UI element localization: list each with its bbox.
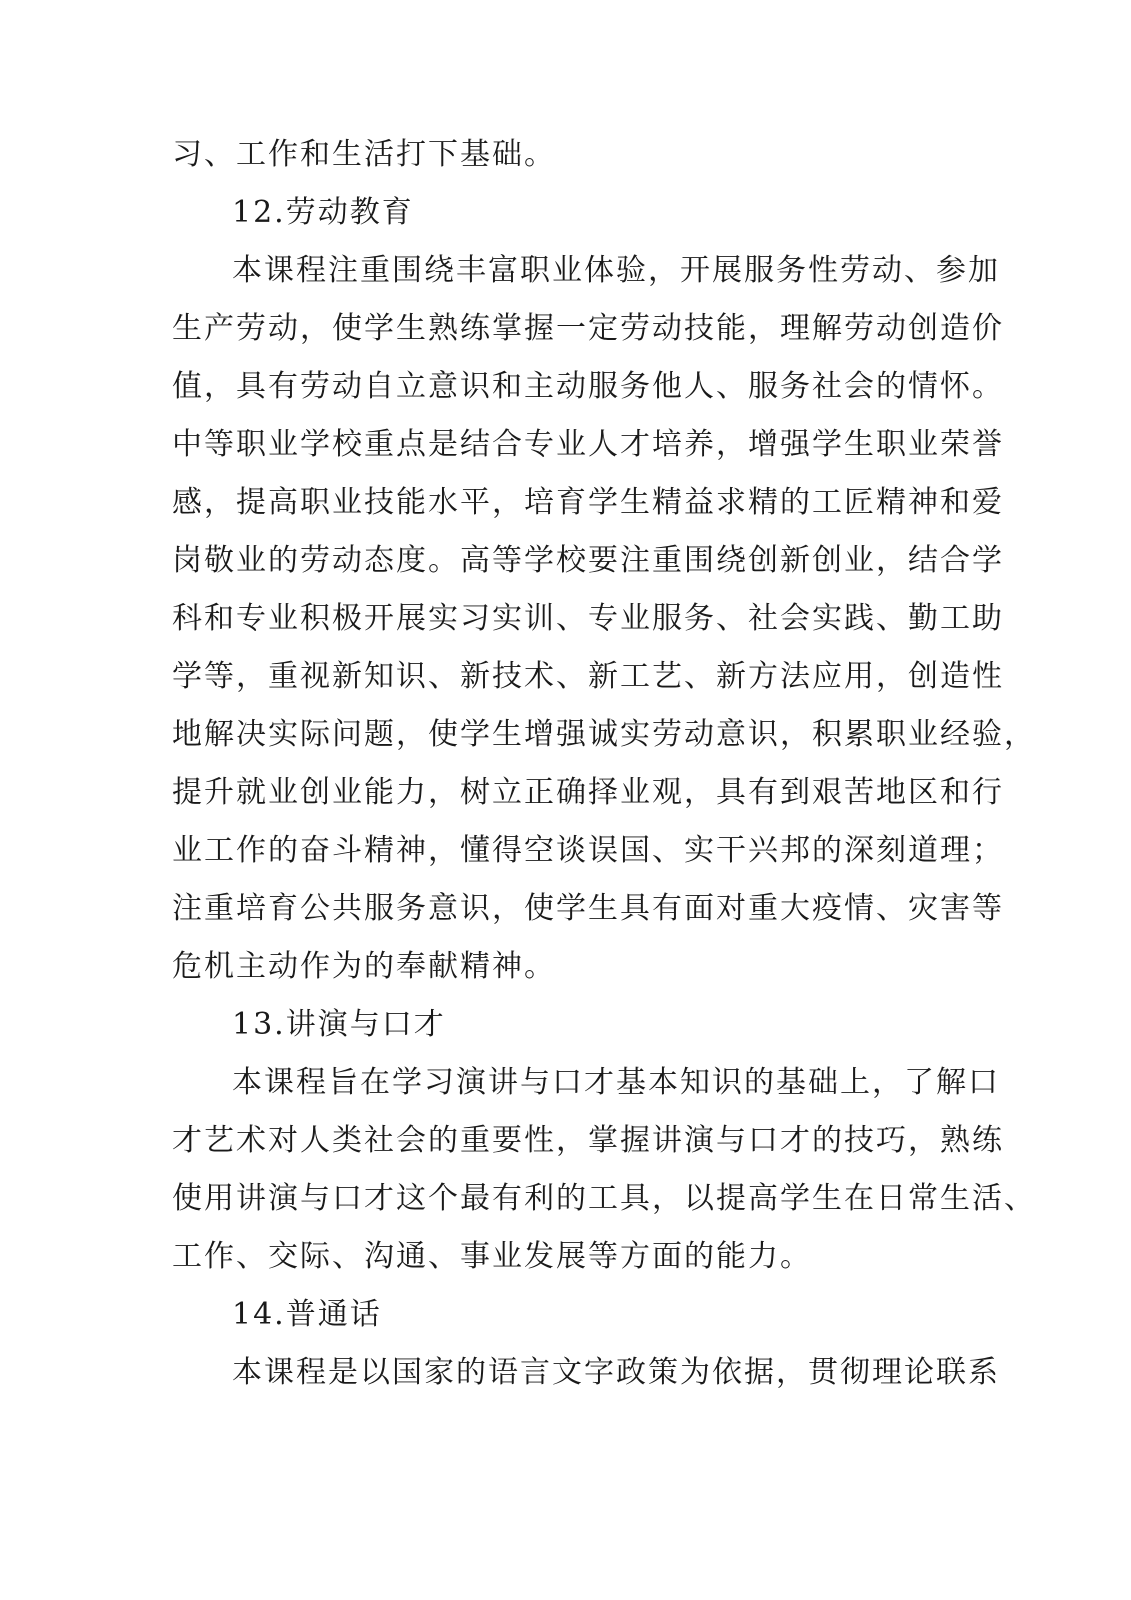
- section-heading-speech-and-eloquence: 13.讲演与口才: [232, 1007, 446, 1042]
- text-line: 科和专业积极开展实习实训、专业服务、社会实践、勤工助: [172, 601, 1004, 636]
- text-line: 危机主动作为的奉献精神。: [172, 949, 556, 984]
- text-line: 中等职业学校重点是结合专业人才培养，增强学生职业荣誉: [172, 427, 1004, 462]
- text-line: 业工作的奋斗精神，懂得空谈误国、实干兴邦的深刻道理；: [172, 833, 1004, 868]
- text-line: 学等，重视新知识、新技术、新工艺、新方法应用，创造性: [172, 659, 1004, 694]
- text-line: 感，提高职业技能水平，培育学生精益求精的工匠精神和爱: [172, 485, 1004, 520]
- text-line: 地解决实际问题，使学生增强诚实劳动意识，积累职业经验，: [172, 717, 1036, 752]
- text-line: 注重培育公共服务意识，使学生具有面对重大疫情、灾害等: [172, 891, 1004, 926]
- text-line: 才艺术对人类社会的重要性，掌握讲演与口才的技巧，熟练: [172, 1123, 1004, 1158]
- text-line: 岗敬业的劳动态度。高等学校要注重围绕创新创业，结合学: [172, 543, 1004, 578]
- text-line: 使用讲演与口才这个最有利的工具，以提高学生在日常生活、: [172, 1181, 1036, 1216]
- text-line: 本课程注重围绕丰富职业体验，开展服务性劳动、参加: [232, 253, 1000, 288]
- body-text: [172, 126, 1036, 1402]
- section-heading-mandarin: 14.普通话: [232, 1297, 382, 1332]
- text-line: 工作、交际、沟通、事业发展等方面的能力。: [172, 1239, 812, 1274]
- text-line: 提升就业创业能力，树立正确择业观，具有到艰苦地区和行: [172, 775, 1004, 810]
- text-line: 生产劳动，使学生熟练掌握一定劳动技能，理解劳动创造价: [172, 311, 1004, 346]
- section-heading-labor-education: 12.劳动教育: [232, 195, 414, 230]
- text-line: 本课程旨在学习演讲与口才基本知识的基础上，了解口: [232, 1065, 1000, 1100]
- text-line: 习、工作和生活打下基础。: [172, 137, 556, 172]
- text-line: 本课程是以国家的语言文字政策为依据，贯彻理论联系: [232, 1355, 1000, 1390]
- text-line: 值，具有劳动自立意识和主动服务他人、服务社会的情怀。: [172, 369, 1004, 404]
